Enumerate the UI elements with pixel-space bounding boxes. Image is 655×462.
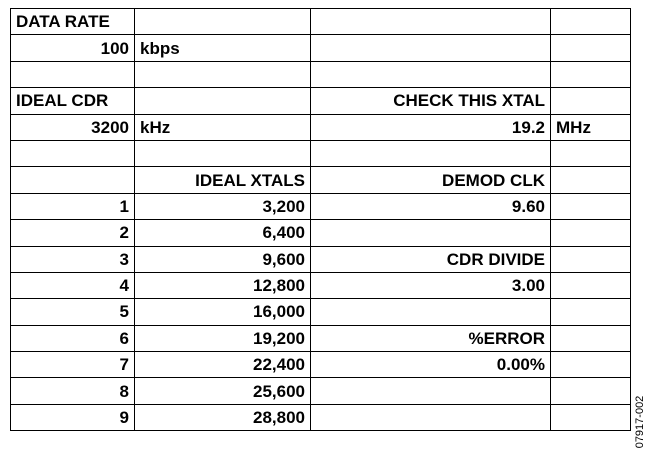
empty-cell xyxy=(551,35,631,61)
empty-cell xyxy=(551,325,631,351)
empty-cell xyxy=(551,272,631,298)
error-value: 0.00% xyxy=(311,352,551,378)
check-xtal-label: CHECK THIS XTAL xyxy=(311,88,551,114)
data-rate-unit: kbps xyxy=(135,35,311,61)
table-row xyxy=(11,35,631,61)
figure-id-text: 07917-002 xyxy=(634,395,646,449)
check-xtal-value[interactable]: 19.2 xyxy=(311,114,551,140)
table-row xyxy=(11,246,631,272)
empty-cell xyxy=(551,220,631,246)
table-row xyxy=(11,61,631,87)
table-row xyxy=(11,140,631,166)
xtal-index: 2 xyxy=(11,220,135,246)
xtal-index: 7 xyxy=(11,352,135,378)
xtal-index: 6 xyxy=(11,325,135,351)
xtal-index: 5 xyxy=(11,299,135,325)
xtal-value: 6,400 xyxy=(135,220,311,246)
table-row xyxy=(11,352,631,378)
empty-cell xyxy=(551,404,631,430)
table-row xyxy=(11,299,631,325)
xtal-value: 25,600 xyxy=(135,378,311,404)
empty-cell xyxy=(135,140,311,166)
demod-clk-label: DEMOD CLK xyxy=(311,167,551,193)
xtal-value: 9,600 xyxy=(135,246,311,272)
cdr-divide-value: 3.00 xyxy=(311,272,551,298)
xtal-index: 4 xyxy=(11,272,135,298)
xtal-value: 28,800 xyxy=(135,404,311,430)
table-row xyxy=(11,378,631,404)
empty-cell xyxy=(135,9,311,35)
table-row xyxy=(11,9,631,35)
empty-cell xyxy=(551,167,631,193)
empty-cell xyxy=(311,61,551,87)
xtal-value: 22,400 xyxy=(135,352,311,378)
ideal-cdr-value: 3200 xyxy=(11,114,135,140)
empty-cell xyxy=(135,88,311,114)
empty-cell xyxy=(135,61,311,87)
ideal-cdr-label: IDEAL CDR xyxy=(11,88,135,114)
empty-cell xyxy=(311,140,551,166)
crystal-calculator-table xyxy=(10,8,631,431)
data-rate-label: DATA RATE xyxy=(11,9,135,35)
empty-cell xyxy=(551,378,631,404)
xtal-index: 9 xyxy=(11,404,135,430)
empty-cell xyxy=(311,220,551,246)
xtal-index: 3 xyxy=(11,246,135,272)
table-row xyxy=(11,220,631,246)
empty-cell xyxy=(551,9,631,35)
empty-cell xyxy=(551,193,631,219)
empty-cell xyxy=(311,404,551,430)
table-row xyxy=(11,88,631,114)
data-rate-value[interactable]: 100 xyxy=(11,35,135,61)
table-row xyxy=(11,193,631,219)
empty-cell xyxy=(11,140,135,166)
xtal-value: 3,200 xyxy=(135,193,311,219)
table-row xyxy=(11,114,631,140)
empty-cell xyxy=(311,299,551,325)
empty-cell xyxy=(551,140,631,166)
empty-cell xyxy=(311,9,551,35)
empty-cell xyxy=(551,61,631,87)
xtal-index: 8 xyxy=(11,378,135,404)
empty-cell xyxy=(311,35,551,61)
empty-cell xyxy=(551,246,631,272)
xtal-index: 1 xyxy=(11,193,135,219)
ideal-xtals-header: IDEAL XTALS xyxy=(135,167,311,193)
empty-cell xyxy=(311,378,551,404)
figure-id xyxy=(632,392,648,452)
table-row xyxy=(11,404,631,430)
demod-clk-value: 9.60 xyxy=(311,193,551,219)
xtal-value: 16,000 xyxy=(135,299,311,325)
table-row xyxy=(11,272,631,298)
table-row xyxy=(11,167,631,193)
empty-cell xyxy=(11,167,135,193)
ideal-cdr-unit: kHz xyxy=(135,114,311,140)
empty-cell xyxy=(11,61,135,87)
empty-cell xyxy=(551,299,631,325)
xtal-value: 12,800 xyxy=(135,272,311,298)
error-label: %ERROR xyxy=(311,325,551,351)
xtal-value: 19,200 xyxy=(135,325,311,351)
cdr-divide-label: CDR DIVIDE xyxy=(311,246,551,272)
empty-cell xyxy=(551,352,631,378)
empty-cell xyxy=(551,88,631,114)
check-xtal-unit: MHz xyxy=(551,114,631,140)
table-row xyxy=(11,325,631,351)
